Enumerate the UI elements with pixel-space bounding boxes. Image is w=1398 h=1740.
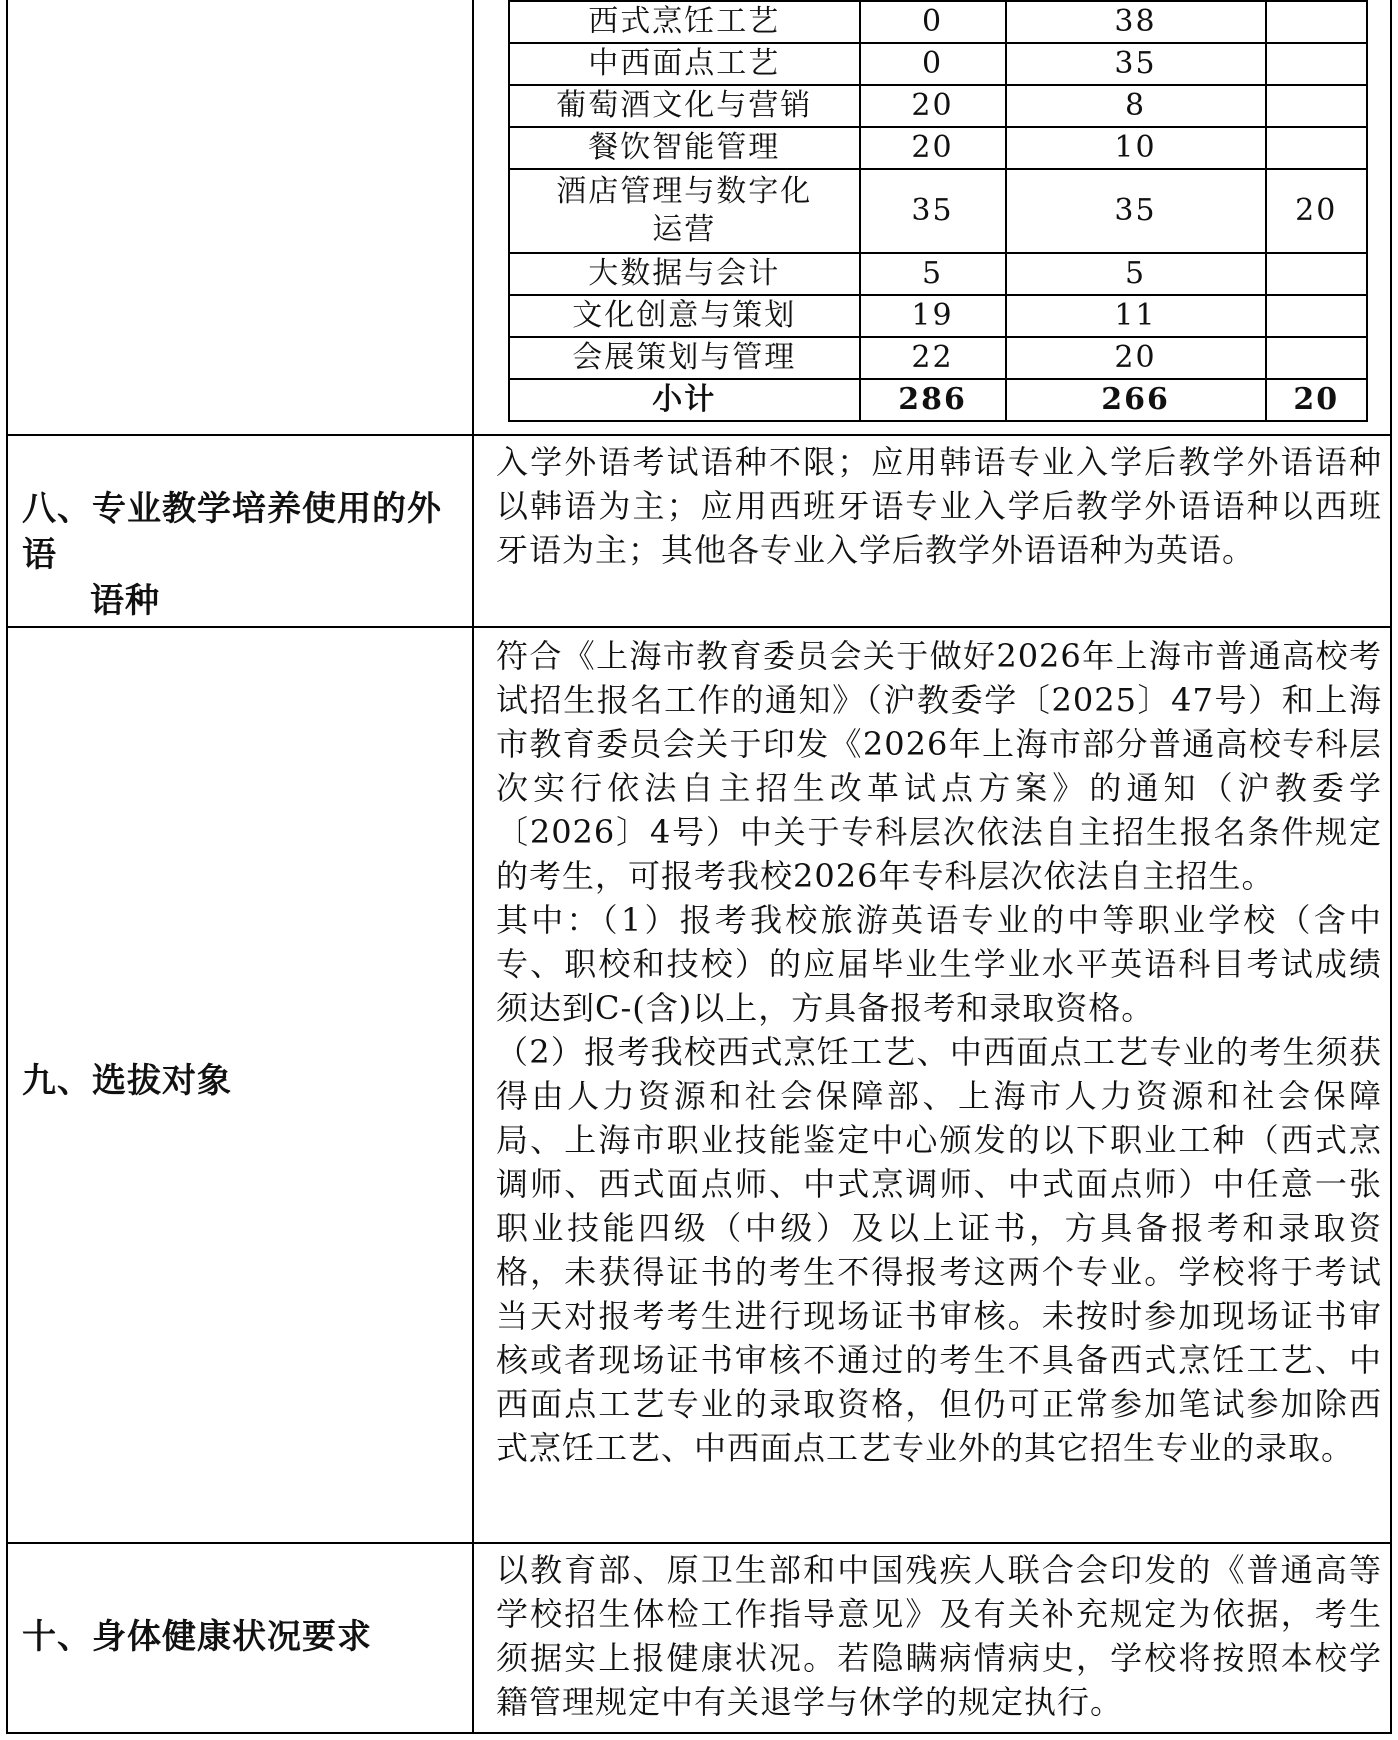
quota-cell: 19 [860, 295, 1006, 337]
quota-cell: 35 [1006, 169, 1266, 253]
section9-content-cell [474, 628, 1390, 1542]
total-cell: 286 [860, 379, 1006, 421]
section10-row [8, 1542, 1390, 1734]
table-row [509, 43, 1367, 85]
quota-cell: 20 [860, 127, 1006, 169]
major-cell: 餐饮智能管理 [509, 127, 860, 169]
quota-cell: 22 [860, 337, 1006, 379]
section9-row [8, 626, 1390, 1542]
quota-cell: 5 [860, 253, 1006, 295]
quota-cell [1266, 85, 1368, 127]
quota-content-cell [474, 0, 1390, 434]
quota-cell: 20 [860, 85, 1006, 127]
quota-cell [1266, 295, 1368, 337]
major-cell: 酒店管理与数字化运营 [509, 169, 860, 253]
table-row [509, 295, 1367, 337]
quota-cell: 20 [1266, 169, 1368, 253]
table-row [509, 1, 1367, 43]
quota-cell: 8 [1006, 85, 1266, 127]
quota-table [508, 0, 1368, 422]
quota-cell: 38 [1006, 1, 1266, 43]
major-cell: 会展策划与管理 [509, 337, 860, 379]
table-row [509, 253, 1367, 295]
section8-content: 入学外语考试语种不限；应用韩语专业入学后教学外语语种以韩语为主；应用西班牙语专业入学后教学外语语种以西班牙语为主；其他各专业入学后教学外语语种为英语。 [496, 443, 1382, 569]
section9-paragraph-3: （2）报考我校西式烹饪工艺、中西面点工艺专业的考生须获得由人力资源和社会保障部、上海市人力资源和社会保障局、上海市职业技能鉴定中心颁发的以下职业工种（西式烹调师、西式面点师、中式烹调师、中式面点师）中任意一张职业技能四级（中级）及以上证书，方具备报考和录取资格，未获得证书的考生不得报考这两个专业。学校将于考试当天对报考考生进行现场证书审核。未按时参加现场证书审核或者现场证书审核不通过的考生不具备西式烹饪工艺、中西面点工艺专业的录取资格，但仍可正常参加笔试参加除西式烹饪工艺、中西面点工艺专业外的其它招生专业的录取。 [496, 1033, 1382, 1467]
section10-content: 以教育部、原卫生部和中国残疾人联合会印发的《普通高等学校招生体检工作指导意见》及有关补充规定为依据，考生须据实上报健康状况。若隐瞒病情病史，学校将按照本校学籍管理规定中有关退学与休学的规定执行。 [496, 1551, 1382, 1721]
total-cell: 266 [1006, 379, 1266, 421]
section10-label: 十、身体健康状况要求 [22, 1617, 372, 1657]
quota-cell: 11 [1006, 295, 1266, 337]
quota-cell [1266, 1, 1368, 43]
total-label: 小计 [509, 379, 860, 421]
quota-cell [1266, 337, 1368, 379]
quota-cell: 10 [1006, 127, 1266, 169]
admission-document [6, 0, 1392, 1734]
section8-label [22, 486, 462, 624]
quota-cell: 5 [1006, 253, 1266, 295]
total-cell: 20 [1266, 379, 1368, 421]
section9-label-cell [8, 628, 474, 1542]
major-cell: 西式烹饪工艺 [509, 1, 860, 43]
section10-label-cell [8, 1544, 474, 1734]
section9-paragraph-1: 符合《上海市教育委员会关于做好2026年上海市普通高校考试招生报名工作的通知》（沪教委学〔2025〕47号）和上海市教育委员会关于印发《2026年上海市部分普通高校专科层次实行依法自主招生改革试点方案》的通知（沪教委学〔2026〕4号）中关于专科层次依法自主招生报名条件规定的考生，可报考我校2026年专科层次依法自主招生。 [496, 637, 1382, 895]
section8-label-line2: 语种 [90, 581, 160, 621]
table-row [509, 127, 1367, 169]
table-row [509, 169, 1367, 253]
table-row [509, 85, 1367, 127]
quota-cell: 20 [1006, 337, 1266, 379]
section8-label-line1: 八、专业教学培养使用的外语 [22, 489, 442, 575]
section9-paragraph-2: 其中：（1）报考我校旅游英语专业的中等职业学校（含中专、职校和技校）的应届毕业生学业水平英语科目考试成绩须达到C-(含)以上，方具备报考和录取资格。 [496, 901, 1382, 1027]
total-row [509, 379, 1367, 421]
quota-cell: 0 [860, 1, 1006, 43]
quota-label-cell [8, 0, 474, 434]
section8-label-cell [8, 436, 474, 626]
quota-cell [1266, 43, 1368, 85]
major-cell: 大数据与会计 [509, 253, 860, 295]
major-cell: 文化创意与策划 [509, 295, 860, 337]
table-row [509, 337, 1367, 379]
section10-content-cell [474, 1544, 1390, 1734]
major-cell: 中西面点工艺 [509, 43, 860, 85]
quota-cell: 0 [860, 43, 1006, 85]
section8-row [8, 434, 1390, 626]
section9-label: 九、选拔对象 [22, 1061, 232, 1101]
quota-row [8, 0, 1390, 434]
quota-cell: 35 [860, 169, 1006, 253]
quota-cell: 35 [1006, 43, 1266, 85]
quota-cell [1266, 253, 1368, 295]
quota-cell [1266, 127, 1368, 169]
section8-content-cell [474, 436, 1390, 626]
major-cell: 葡萄酒文化与营销 [509, 85, 860, 127]
